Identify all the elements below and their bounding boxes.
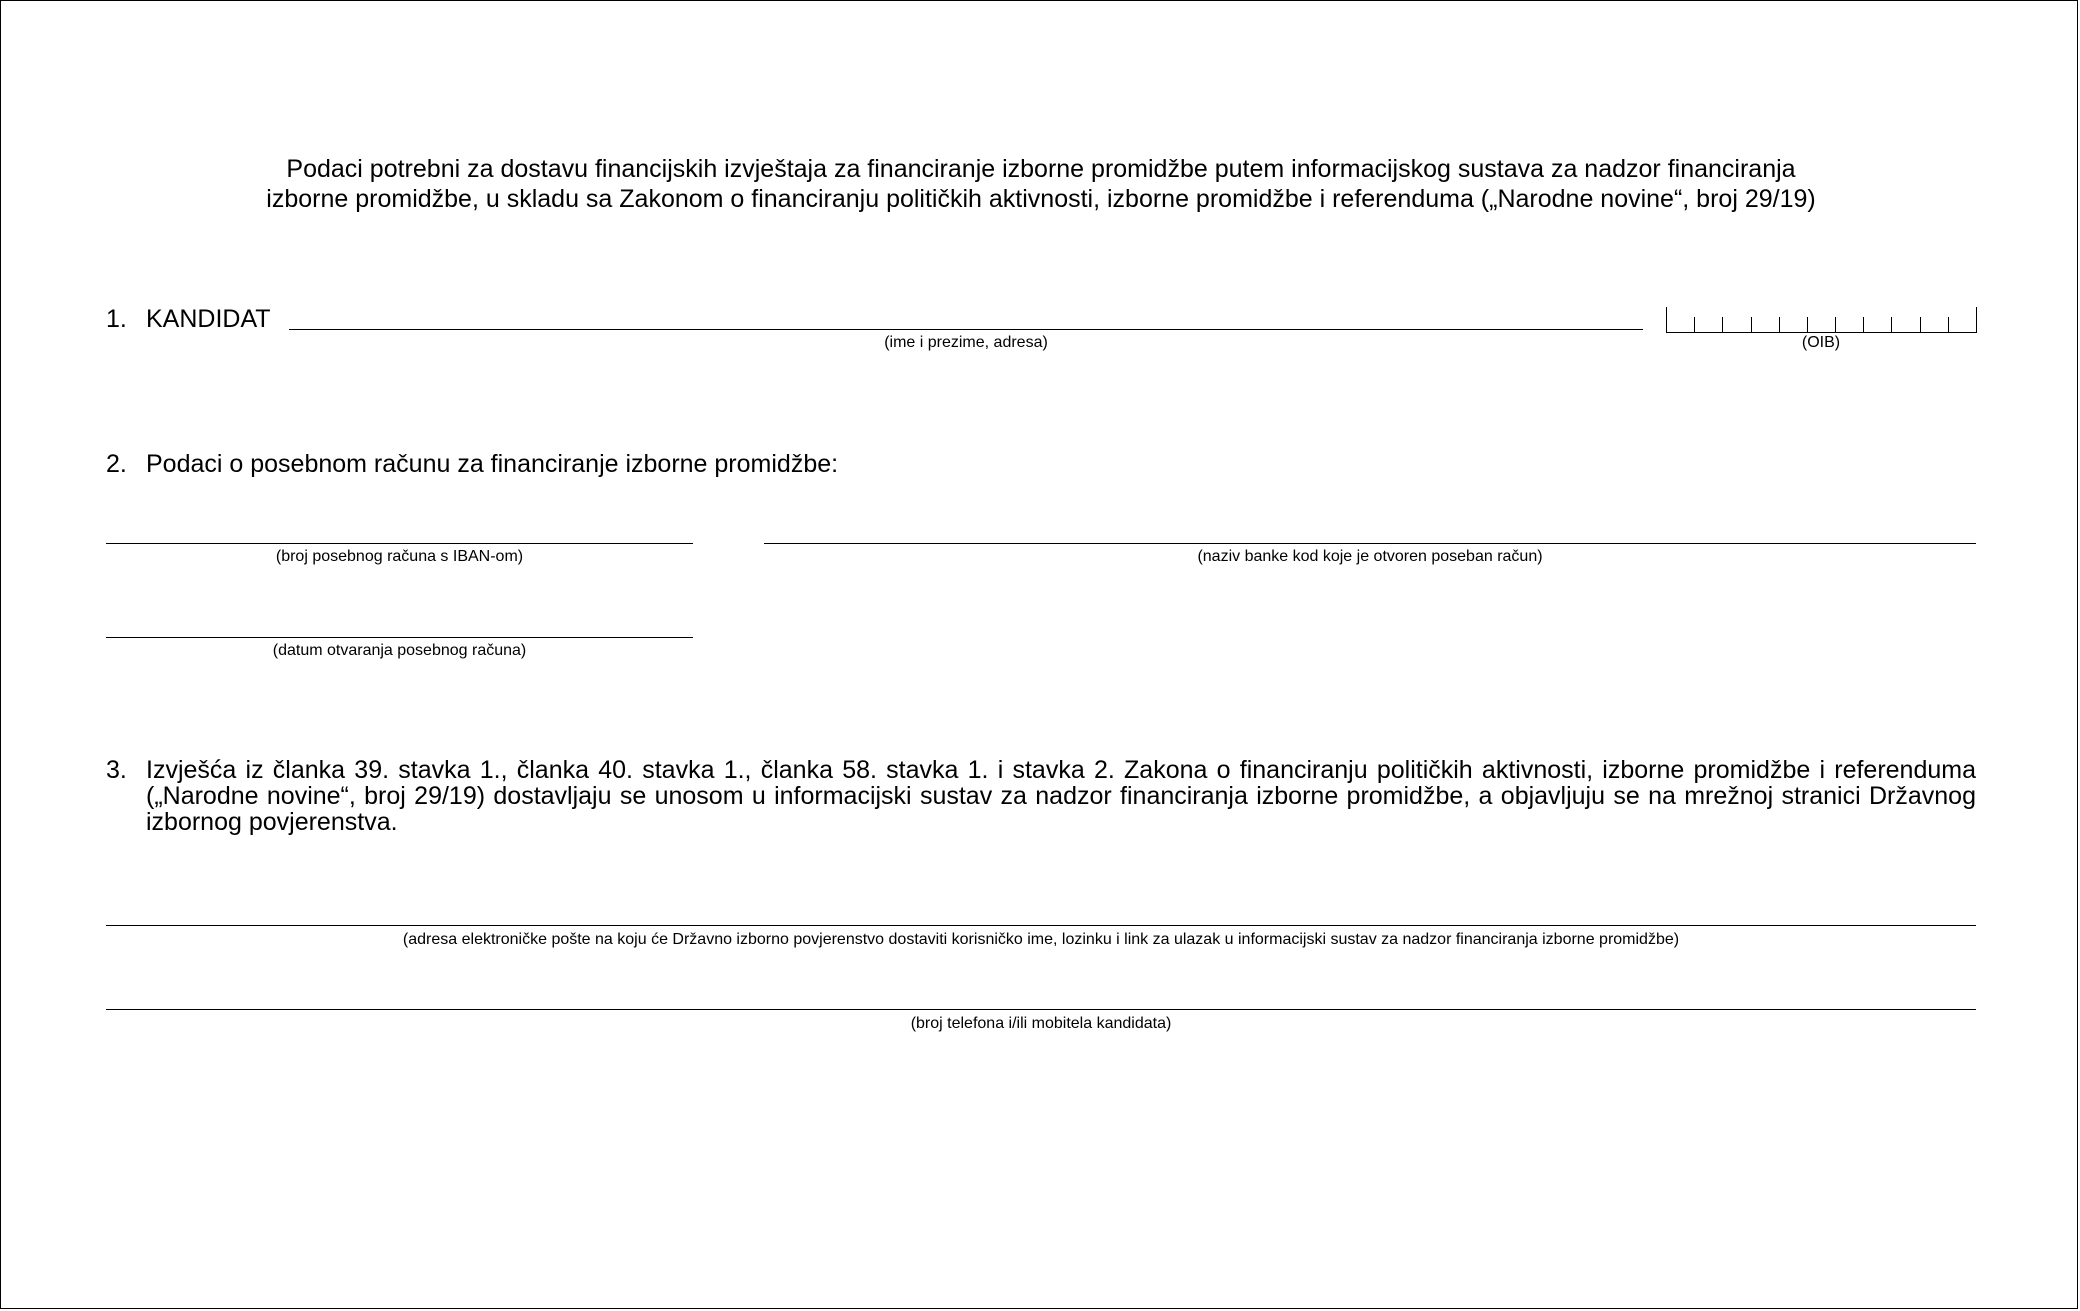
iban-caption: (broj posebnog računa s IBAN-om) bbox=[275, 548, 524, 565]
oib-digit-tick bbox=[1948, 317, 1949, 333]
oib-field[interactable] bbox=[1666, 307, 1976, 333]
oib-digit-tick bbox=[1835, 317, 1836, 333]
oib-digit-tick bbox=[1807, 317, 1808, 333]
bank-name-caption: (naziv banke kod koje je otvoren poseban račun) bbox=[1197, 548, 1543, 565]
phone-caption: (broj telefona i/ili mobitela kandidata) bbox=[910, 1015, 1172, 1032]
email-caption: (adresa elektroničke pošte na koju će Državno izborno povjerenstvo dostaviti korisničko ime, lozinku i link za ulazak u informacijski sustav za nadzor financiranja izborne promidžbe) bbox=[402, 931, 1680, 948]
oib-digit-tick bbox=[1863, 317, 1864, 333]
oib-baseline bbox=[1666, 332, 1976, 333]
oib-digit-tick bbox=[1779, 317, 1780, 333]
kandidat-name-field[interactable] bbox=[289, 329, 1643, 330]
account-date-field[interactable] bbox=[106, 637, 693, 638]
phone-field[interactable] bbox=[106, 1009, 1976, 1010]
oib-digit-tick bbox=[1722, 317, 1723, 333]
bank-name-field[interactable] bbox=[764, 543, 1976, 544]
kandidat-label: KANDIDAT bbox=[146, 305, 271, 333]
section2-number: 2. bbox=[106, 450, 127, 478]
oib-digit-tick bbox=[1891, 317, 1892, 333]
section3-number: 3. bbox=[106, 756, 127, 784]
iban-field[interactable] bbox=[106, 543, 693, 544]
kandidat-name-caption: (ime i prezime, adresa) bbox=[884, 334, 1048, 351]
oib-digit-tick bbox=[1666, 307, 1667, 333]
oib-caption: (OIB) bbox=[1801, 334, 1841, 351]
oib-digit-tick bbox=[1694, 317, 1695, 333]
section2-title: Podaci o posebnom računu za financiranje izborne promidžbe: bbox=[146, 450, 839, 478]
oib-digit-tick bbox=[1976, 307, 1977, 333]
oib-digit-tick bbox=[1920, 317, 1921, 333]
email-field[interactable] bbox=[106, 925, 1976, 926]
heading-line-1: Podaci potrebni za dostavu financijskih izvještaja za financiranje izborne promidžbe putem informacijskog sustava za nadzor financiranja bbox=[286, 155, 1796, 183]
oib-digit-tick bbox=[1751, 317, 1752, 333]
account-date-caption: (datum otvaranja posebnog računa) bbox=[272, 642, 527, 659]
section1-number: 1. bbox=[106, 305, 127, 333]
section3-paragraph: Izvješća iz članka 39. stavka 1., članka 40. stavka 1., članka 58. stavka 1. i stavka 2. Zakona o financiranju političkih aktivnosti, izborne promidžbe i referenduma („Narodne novine“, broj 29/19) dostavljaju se unosom u informacijski sustav za nadzor financiranja izborne promidžbe, a objavljuju se na mrežnoj stranici Državnog izbornog povjerenstva. bbox=[146, 756, 1976, 836]
heading-line-2: izborne promidžbe, u skladu sa Zakonom o financiranju političkih aktivnosti, izborne promidžbe i referenduma („Narodne novine“, broj 29/19) bbox=[266, 185, 1816, 213]
form-heading bbox=[161, 154, 1921, 214]
